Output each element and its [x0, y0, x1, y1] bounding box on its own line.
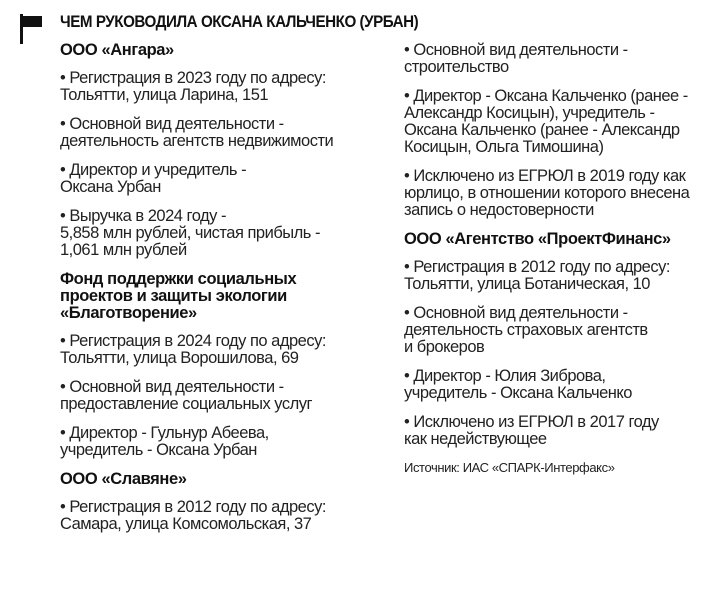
list-item: • Исключено из ЕГРЮЛ в 2017 году как недействующее	[404, 413, 659, 448]
list-item: • Директор и учредитель - Оксана Урбан	[60, 161, 247, 196]
list-item: • Основной вид деятельности - предоставление социальных услуг	[60, 378, 313, 413]
list-item: • Директор - Гульнур Абеева, учредитель - Оксана Урбан	[60, 424, 269, 459]
org-blagotvorenie-heading: Фонд поддержки социальных проектов и защиты экологии «Благотворение»	[60, 270, 297, 322]
list-item: • Выручка в 2024 году - 5,858 млн рублей, чистая прибыль - 1,061 млн рублей	[60, 207, 320, 259]
page-title: ЧЕМ РУКОВОДИЛА ОКСАНА КАЛЬЧЕНКО (УРБАН)	[60, 13, 419, 31]
list-item: • Регистрация в 2012 году по адресу: Тольятти, улица Ботаническая, 10	[404, 258, 670, 293]
list-item: • Директор - Оксана Кальченко (ранее - Александр Косицын), учредитель - Оксана Кальченко (ранее - Александр Косицын, Ольга Тимошина)	[404, 87, 688, 156]
org-proektfinans-heading: ООО «Агентство «ПроектФинанс»	[404, 230, 671, 248]
right-column	[404, 42, 722, 476]
list-item: • Исключено из ЕГРЮЛ в 2019 году как юрлицо, в отношении которого внесена запись о недостоверности	[404, 167, 690, 219]
left-column	[60, 42, 390, 545]
org-slavyane-heading: ООО «Славяне»	[60, 470, 187, 488]
list-item: • Регистрация в 2024 году по адресу: Тольятти, улица Ворошилова, 69	[60, 332, 326, 367]
list-item: • Директор - Юлия Зиброва, учредитель - Оксана Кальченко	[404, 367, 632, 402]
list-item: • Основной вид деятельности - строительство	[404, 41, 628, 76]
org-angara-heading: ООО «Ангара»	[60, 41, 174, 59]
list-item: • Регистрация в 2023 году по адресу: Тольятти, улица Ларина, 151	[60, 69, 326, 104]
list-item: • Основной вид деятельности - деятельность агентств недвижимости	[60, 115, 334, 150]
flag-icon	[20, 14, 42, 44]
list-item: • Основной вид деятельности - деятельность страховых агентств и брокеров	[404, 304, 648, 356]
source-note: Источник: ИАС «СПАРК-Интерфакс»	[404, 460, 615, 475]
list-item: • Регистрация в 2012 году по адресу: Самара, улица Комсомольская, 37	[60, 498, 326, 533]
